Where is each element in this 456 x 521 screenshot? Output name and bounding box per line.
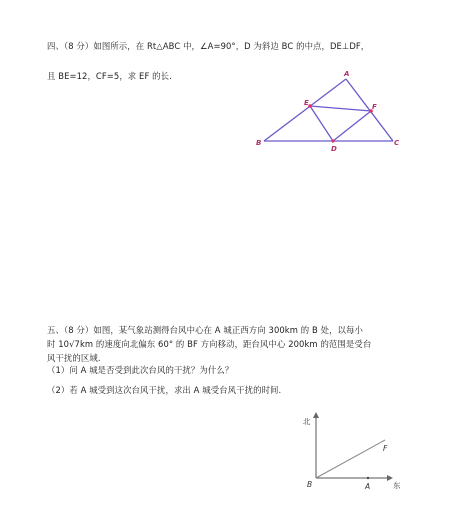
- label-a: A: [365, 482, 371, 491]
- segment-de: [310, 106, 333, 141]
- label-c: C: [394, 139, 400, 147]
- typhoon-figure: [296, 406, 406, 492]
- label-e: E: [304, 99, 309, 107]
- problem5-line3: 风干扰的区域.: [47, 353, 101, 363]
- problem5-question2: （2）若 A 城受到这次台风干扰，求出 A 城受台风干扰的时间.: [47, 385, 282, 395]
- label-a: A: [344, 70, 350, 78]
- label-east: 东: [393, 481, 401, 490]
- problem4-line1: 四、（8 分）如图所示，在 Rt△ABC 中，∠A=90°，D 为斜边 BC 的中点，DE⊥DF，: [47, 41, 370, 51]
- triangle-figure: [252, 66, 402, 152]
- segment-df: [333, 111, 371, 141]
- problem4-line2: 且 BE=12，CF=5，求 EF 的长.: [47, 71, 172, 81]
- segment-ef: [310, 106, 371, 111]
- point-a: [367, 477, 369, 479]
- segment-ab: [264, 79, 346, 141]
- problem5-line2: 时 10√7km 的速度向北偏东 60° 的 BF 方向移动，距台风中心 200km 的范围是受台: [47, 339, 372, 349]
- path-bf: [316, 440, 385, 478]
- point-d: [331, 139, 334, 142]
- problem5-question1: （1）问 A 城是否受到此次台风的干扰？为什么？: [47, 365, 234, 375]
- label-d: D: [331, 145, 337, 152]
- label-north: 北: [303, 417, 311, 426]
- label-f: F: [383, 444, 388, 453]
- problem5-line1: 五、（8 分）如图，某气象站测得台风中心在 A 城正西方向 300km 的 B 处，以每小: [47, 325, 363, 335]
- label-f: F: [372, 103, 377, 111]
- label-b: B: [256, 139, 262, 147]
- label-b: B: [307, 480, 313, 489]
